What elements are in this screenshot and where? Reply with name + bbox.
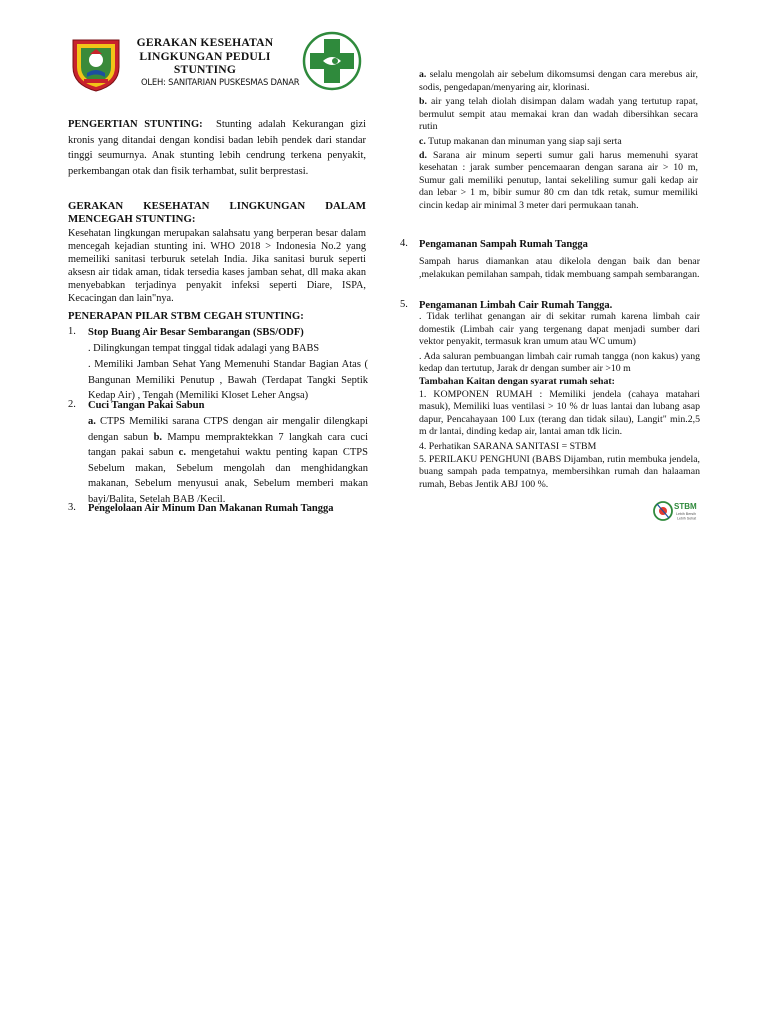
stbm-logo-icon xyxy=(653,500,701,522)
point-d xyxy=(419,150,698,213)
point-c xyxy=(419,136,698,149)
pillar-text: Sampah harus diamankan atau dikelola dengan baik dan benar ,melakukan pemilahan sampah, tidak membuang sampah sembarangan. xyxy=(419,256,700,280)
pillar-point xyxy=(88,414,368,507)
gerakan-heading: GERAKAN KESEHATAN LINGKUNGAN DALAM MENCEGAH STUNTING: xyxy=(68,200,366,225)
stbm-logo-text: STBM xyxy=(674,502,697,511)
point-text: CTPS Memiliki sarana CTPS dengan air mengalir dilengkapi dengan sabun xyxy=(88,416,368,443)
pengertian-section xyxy=(68,117,366,179)
pillar-number: 1. xyxy=(68,326,76,337)
limbah-and-rumah-sehat xyxy=(419,311,700,491)
sarana-sanitasi: 4. Perhatikan SARANA SANITASI = STBM xyxy=(419,440,597,452)
pengertian-text: Stunting adalah Kekurangan gizi kronis yang ditandai dengan kondisi badan lebih pendek dari standar tinggi seumurnya. Anak stunting lebih cendrung terkena penyakit, perkembangan otak dan fisik terhambat, sulit berprestasi. xyxy=(68,119,367,177)
title-line-1: GERAKAN KESEHATAN xyxy=(136,36,274,49)
point-text: mengetahui waktu penting kapan CTPS Sebelum makan, Sebelum mengolah dan menghidangkan makanan, Sebelum menyusui anak, Sebelum memberi makan bayi/Balita, Setelah BAB /Kecil. xyxy=(88,447,368,505)
pillar-title: Stop Buang Air Besar Sembarangan (SBS/ODF) xyxy=(88,327,304,338)
limbah-point: . Ada saluran pembuangan limbah cair rumah tangga (non kakus) yang kedap dan tertutup, Jarak dr dengan sumber air >10 m xyxy=(419,350,700,375)
point-label: a. xyxy=(88,416,96,427)
point-a xyxy=(419,69,698,94)
pillar-title: Pengelolaan Air Minum Dan Makanan Rumah Tangga xyxy=(88,503,334,514)
pillar-number: 2. xyxy=(68,399,76,410)
limbah-point: . Tidak terlihat genangan air di sekitar rumah karena limbah cair domestik (Limbah cair yang tergenang dapat menjadi sumber dari vektor penyakit, termasuk kran umum atau WC umum) xyxy=(419,311,700,348)
title-line-2: LINGKUNGAN PEDULI xyxy=(139,49,271,63)
penerapan-heading: PENERAPAN PILAR STBM CEGAH STUNTING: xyxy=(68,311,304,322)
pillar-number: 4. xyxy=(400,238,408,249)
gerakan-text: Kesehatan lingkungan merupakan salahsatu yang berperan besar dalam mencegah kejadian stunting ini. WHO 2018 > Indonesia No.2 yang memeiliki sanitasi terburuk setelah India. Jika sanitasi buruk seperti aksesn air tidak aman, tidak tersedia kases jamban sehat, dll maka akan menyebabkan terjadinya penyakit infeksi seperti Diare, ISPA, Kecacingan dan lain"nya. xyxy=(68,228,366,304)
point-label: b. xyxy=(419,96,427,108)
point-label: a. xyxy=(419,69,427,80)
pengertian-label: PENGERTIAN STUNTING: xyxy=(68,119,203,130)
point-text: Tutup makanan dan minuman yang siap saji serta xyxy=(425,135,622,147)
stbm-tagline: Lebih Bersih xyxy=(676,512,696,516)
air-minum-points xyxy=(419,69,698,213)
perilaku-penghuni: 5. PERILAKU PENGHUNI (BABS Dijamban, rutin membuka jendela, buang sampah pada tempatnya, membersihkan rumah dan halaaman rumah, Bebas Jentik ABJ 100 %. xyxy=(419,453,700,490)
point-label: c. xyxy=(419,135,426,147)
pillar-item-2 xyxy=(68,399,368,507)
komponen-rumah: 1. KOMPONEN RUMAH : Memiliki jendela (cahaya matahari masuk), Memiliki luas ventilasi > 10 % dr luas lantai dan lubang asap dapur, Pencahayaan 100 Lux (terang dan tidak silau), Langit" min.2,5 m dr lantai, dinding kedap air, lantai aman tdk licin. xyxy=(419,388,700,438)
point-text: air yang telah diolah disimpan dalam wadah yang tertutup rapat, bermulut sempit atau memakai kran dan wadah dibersihkan secara rutin xyxy=(419,96,698,133)
tambahan-heading: Tambahan Kaitan dengan syarat rumah sehat: xyxy=(419,375,615,387)
pillar-point: . Memiliki Jamban Sehat Yang Memenuhi Standar Bagian Atas ( Bangunan Memiliki Penutup , Bawah (Terdapat Tangki Septik Kedap Air) , Tengah (Memiliki Kloset Leher Angsa) xyxy=(88,359,368,401)
title-line-3: STUNTING xyxy=(173,63,237,77)
health-cross-logo-icon xyxy=(301,31,363,91)
pillar-number: 5. xyxy=(400,299,408,310)
point-text: Mampu mempraktekkan 7 langkah cara cuci tangan pakai sabun xyxy=(88,431,368,458)
pillar-title: Cuci Tangan Pakai Sabun xyxy=(88,400,205,411)
point-label: b. xyxy=(153,431,163,443)
pillar-item-1 xyxy=(68,326,368,404)
point-label: c. xyxy=(178,447,186,458)
pillar-title: Pengamanan Sampah Rumah Tangga xyxy=(419,239,588,250)
pillar-item-3 xyxy=(68,502,368,516)
pillar-title: Pengamanan Limbah Cair Rumah Tangga. xyxy=(419,300,613,311)
leaflet-title xyxy=(130,36,280,77)
pillar-point: . Dilingkungan tempat tinggal tidak adalagi yang BABS xyxy=(88,343,320,354)
point-b xyxy=(419,96,698,134)
stbm-tagline: Lebih Sehat xyxy=(677,516,697,521)
regency-emblem-icon xyxy=(70,37,122,93)
pillar-item-4 xyxy=(400,238,700,281)
point-label: d. xyxy=(419,149,427,161)
point-text: selalu mengolah air sebelum dikomsumsi dengan cara merebus air, sodis, pengedapan/menyaring air, klorinasi. xyxy=(419,69,698,93)
pillar-number: 3. xyxy=(68,502,76,513)
author-line: OLEH: SANITARIAN PUSKESMAS DANAR xyxy=(141,77,300,87)
point-text: Sarana air minum seperti sumur gali harus memenuhi syarat kesehatan : jarak sumber pencemaaran dengan sarana air > 10 m, Sumur gali memiliki penutup, lantai sekeliling sumur gali kedap air dan lebar > 1 m, bibir sumur 80 cm dan tdk retak, sumur memiliki cincin kedap air minimal 3 meter dari permukaan tanah. xyxy=(419,149,698,211)
